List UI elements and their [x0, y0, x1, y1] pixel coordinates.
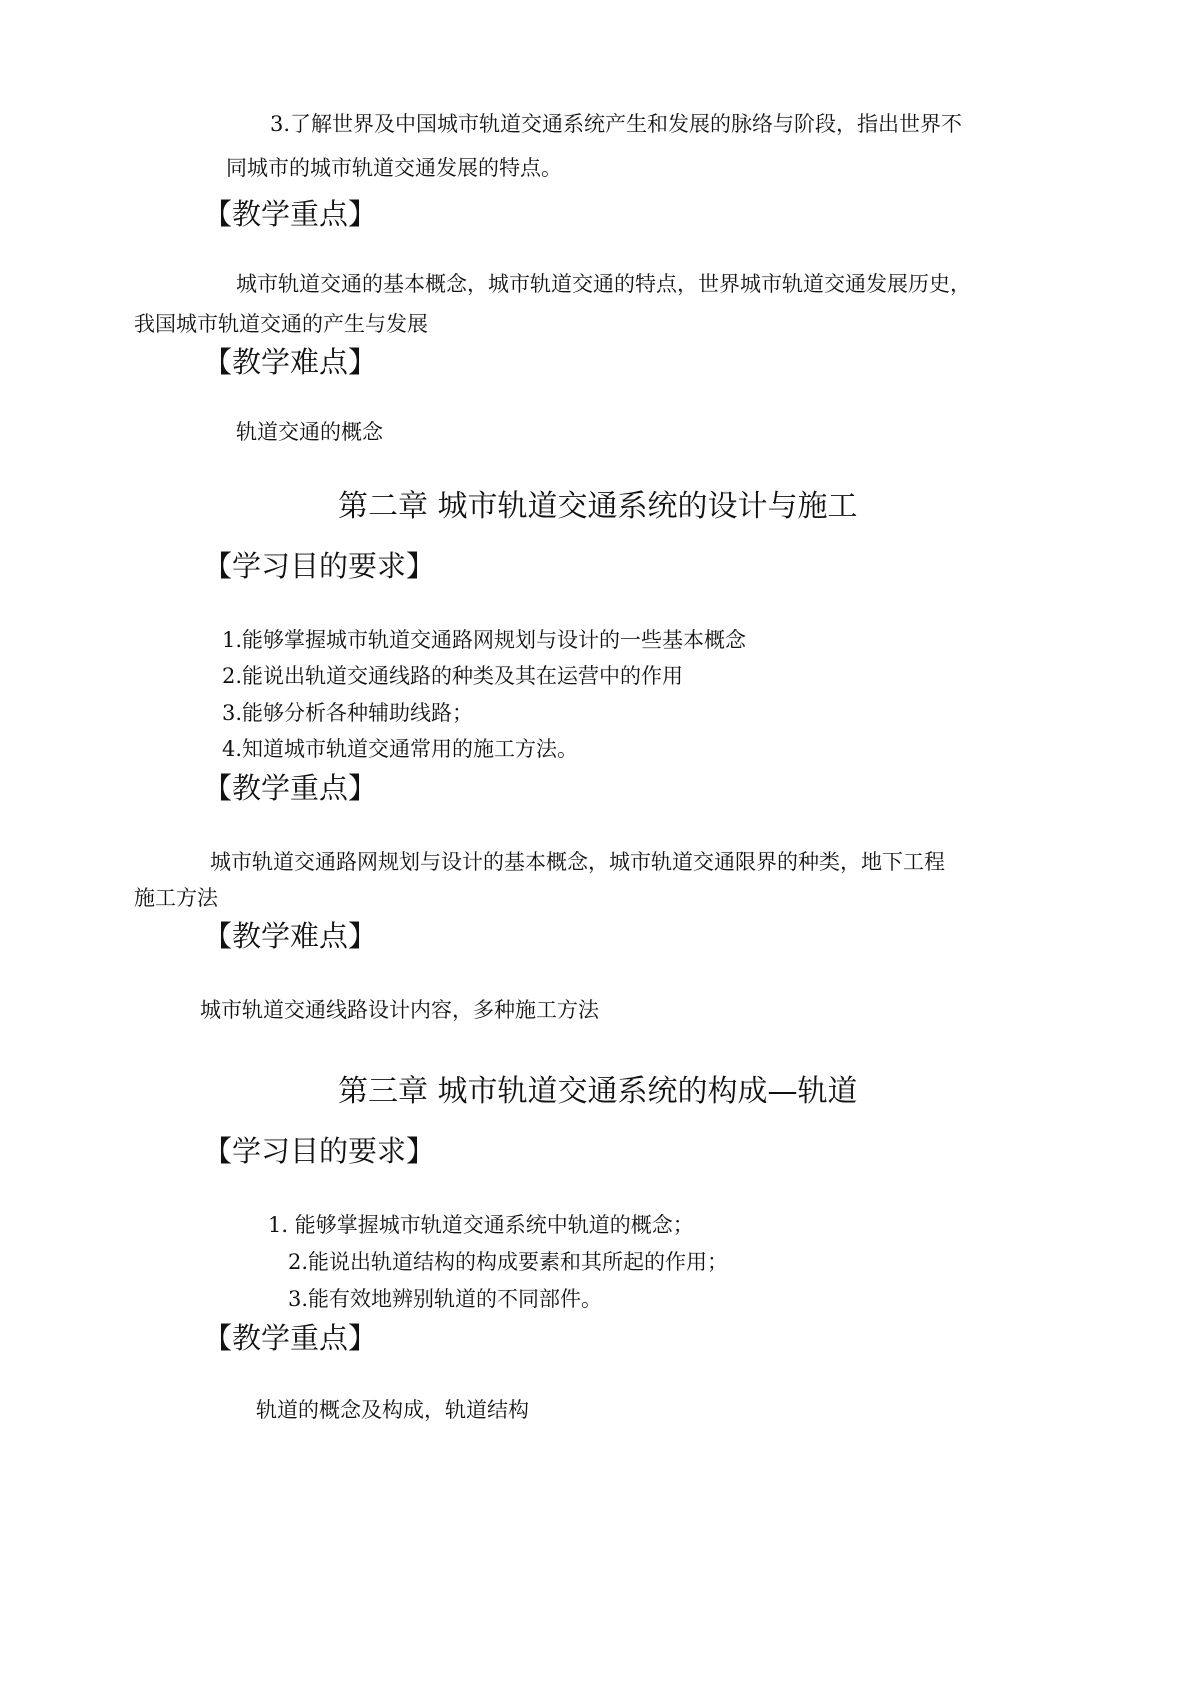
ch1-key-points-line-1: 城市轨道交通的基本概念，城市轨道交通的特点，世界城市轨道交通发展历史，	[236, 272, 971, 296]
ch1-difficulty-text: 轨道交通的概念	[236, 420, 383, 444]
ch1-key-points-heading: 【教学重点】	[203, 197, 378, 231]
ch2-goal-item: 1.能够掌握城市轨道交通路网规划与设计的一些基本概念	[222, 628, 747, 652]
ch2-difficulty-text: 城市轨道交通线路设计内容，多种施工方法	[200, 998, 599, 1022]
ch3-goals-heading: 【学习目的要求】	[203, 1134, 436, 1168]
ch2-goal-item: 2.能说出轨道交通线路的种类及其在运营中的作用	[222, 664, 684, 688]
ch2-goals-heading: 【学习目的要求】	[203, 549, 436, 583]
ch3-key-points-heading: 【教学重点】	[203, 1321, 378, 1355]
ch2-goal-item: 4.知道城市轨道交通常用的施工方法。	[222, 737, 579, 761]
ch1-key-points-line-2: 我国城市轨道交通的产生与发展	[134, 312, 428, 336]
ch2-difficulty-heading: 【教学难点】	[203, 919, 378, 953]
ch1-goal-3-line-2: 同城市的城市轨道交通发展的特点。	[226, 156, 562, 180]
ch2-key-points-line-2: 施工方法	[134, 886, 218, 910]
chapter-3-title: 第三章 城市轨道交通系统的构成—轨道	[338, 1074, 858, 1109]
chapter-2-title: 第二章 城市轨道交通系统的设计与施工	[338, 489, 858, 524]
ch1-goal-3-line-1: 3.了解世界及中国城市轨道交通系统产生和发展的脉络与阶段，指出世界不	[270, 112, 963, 136]
ch3-goal-item: 3.能有效地辨别轨道的不同部件。	[288, 1287, 603, 1311]
ch2-key-points-heading: 【教学重点】	[203, 771, 378, 805]
ch3-goal-item: 1. 能够掌握城市轨道交通系统中轨道的概念；	[268, 1213, 694, 1237]
ch2-key-points-line-1: 城市轨道交通路网规划与设计的基本概念，城市轨道交通限界的种类，地下工程	[210, 850, 945, 874]
ch2-goal-item: 3.能够分析各种辅助线路；	[222, 701, 474, 725]
ch1-difficulty-heading: 【教学难点】	[203, 345, 378, 379]
ch3-goal-item: 2.能说出轨道结构的构成要素和其所起的作用；	[288, 1250, 729, 1274]
ch3-key-points-text: 轨道的概念及构成，轨道结构	[256, 1398, 529, 1422]
